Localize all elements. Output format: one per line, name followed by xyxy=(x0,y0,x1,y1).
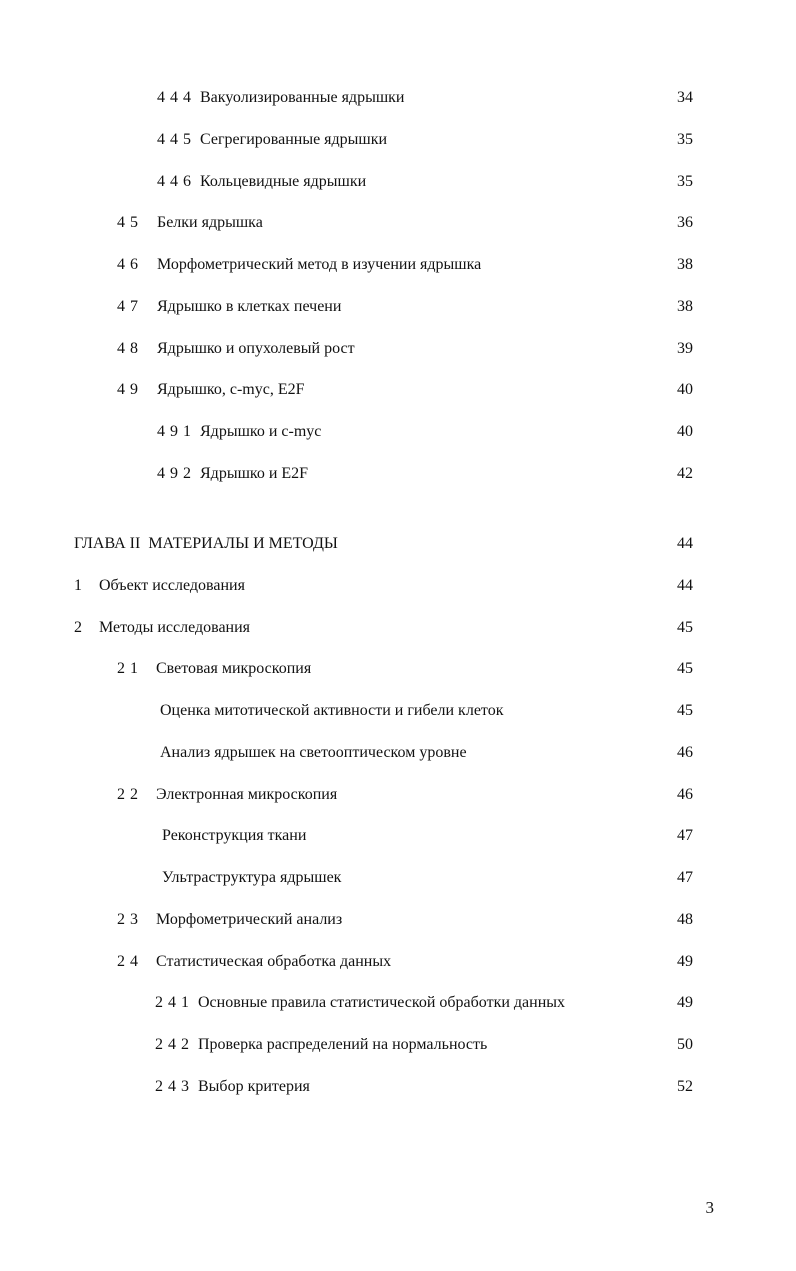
toc-entry-page: 44 xyxy=(677,577,693,594)
toc-entry-nucleoli-analysis xyxy=(0,741,796,765)
toc-entry-title: Основные правила статистической обработки данных xyxy=(198,994,566,1011)
toc-entry-page: 39 xyxy=(677,340,693,357)
toc-entry-number: 4 4 4 xyxy=(157,89,191,106)
toc-entry-2-3 xyxy=(0,908,796,932)
toc-entry-number: 2 4 1 xyxy=(155,994,189,1011)
toc-entry-number: 4 9 2 xyxy=(157,465,191,482)
page-number: 3 xyxy=(705,1198,714,1217)
toc-entry-4-5 xyxy=(0,211,796,235)
toc-entry-title: Морфометрический метод в изучении ядрышка xyxy=(157,256,482,273)
toc-entry-page: 44 xyxy=(677,535,693,552)
toc-entry-number: 2 1 xyxy=(117,660,138,677)
toc-entry-4-4-5 xyxy=(0,128,796,152)
toc-entry-title: Статистическая обработка данных xyxy=(156,953,392,970)
toc-entry-page: 52 xyxy=(677,1078,693,1095)
toc-entry-page: 40 xyxy=(677,381,693,398)
toc-entry-4-8 xyxy=(0,337,796,361)
toc-entry-ultrastructure xyxy=(0,866,796,890)
toc-entry-page: 38 xyxy=(677,298,693,315)
toc-entry-tissue-reconstruction xyxy=(0,824,796,848)
toc-entry-number: 2 2 xyxy=(117,786,138,803)
toc-entry-title: Ядрышко и E2F xyxy=(200,465,309,482)
toc-entry-page: 35 xyxy=(677,173,693,190)
toc-entry-title: Белки ядрышка xyxy=(157,214,263,231)
toc-entry-title: Световая микроскопия xyxy=(156,660,312,677)
toc-entry-number: 2 4 xyxy=(117,953,138,970)
toc-entry-page: 45 xyxy=(677,702,693,719)
toc-entry-title: Ядрышко, с-myc, E2F xyxy=(157,381,305,398)
toc-entry-title: Кольцевидные ядрышки xyxy=(200,173,367,190)
toc-entry-title: Объект исследования xyxy=(99,577,245,594)
toc-entry-4-9 xyxy=(0,378,796,402)
toc-entry-page: 42 xyxy=(677,465,693,482)
toc-entry-number: 4 9 xyxy=(117,381,138,398)
toc-entry-4-9-2 xyxy=(0,462,796,486)
toc-entry-1 xyxy=(0,574,796,598)
toc-entry-page: 47 xyxy=(677,827,693,844)
toc-entry-2-4-1 xyxy=(0,991,796,1015)
toc-entry-page: 46 xyxy=(677,744,693,761)
toc-entry-number: 1 xyxy=(74,577,82,594)
toc-entry-page: 45 xyxy=(677,660,693,677)
toc-entry-4-4-4 xyxy=(0,86,796,110)
toc-entry-number: 4 6 xyxy=(117,256,138,273)
toc-entry-page: 35 xyxy=(677,131,693,148)
toc-entry-number: 4 9 1 xyxy=(157,423,191,440)
toc-entry-2-1 xyxy=(0,657,796,681)
toc-entry-number: 4 5 xyxy=(117,214,138,231)
toc-entry-4-4-6 xyxy=(0,170,796,194)
toc-entry-4-6 xyxy=(0,253,796,277)
toc-entry-page: 38 xyxy=(677,256,693,273)
toc-entry-title: Электронная микроскопия xyxy=(156,786,338,803)
toc-entry-page: 40 xyxy=(677,423,693,440)
toc-entry-title: Ультраструктура ядрышек xyxy=(162,869,342,886)
toc-entry-title: Ядрышко в клетках печени xyxy=(157,298,342,315)
toc-entry-number: 4 4 6 xyxy=(157,173,191,190)
toc-entry-2 xyxy=(0,616,796,640)
toc-entry-page: 49 xyxy=(677,953,693,970)
toc-entry-2-4 xyxy=(0,950,796,974)
toc-entry-title: Методы исследования xyxy=(99,619,251,636)
toc-entry-number: 2 3 xyxy=(117,911,138,928)
toc-entry-number: 2 4 2 xyxy=(155,1036,189,1053)
toc-entry-mitotic-activity xyxy=(0,699,796,723)
toc-entry-title: Оценка митотической активности и гибели клеток xyxy=(160,702,504,719)
toc-entry-page: 34 xyxy=(677,89,693,106)
toc-entry-2-4-2 xyxy=(0,1033,796,1057)
toc-entry-page: 49 xyxy=(677,994,693,1011)
toc-entry-title: Ядрышко и с-myc xyxy=(200,423,322,440)
toc-entry-page: 50 xyxy=(677,1036,693,1053)
toc-entry-4-9-1 xyxy=(0,420,796,444)
toc-entry-title: Морфометрический анализ xyxy=(156,911,343,928)
toc-entry-title: Сегрегированные ядрышки xyxy=(200,131,388,148)
toc-chapter-heading xyxy=(0,532,796,556)
toc-entry-page: 47 xyxy=(677,869,693,886)
toc-entry-page: 45 xyxy=(677,619,693,636)
toc-entry-number: 4 4 5 xyxy=(157,131,191,148)
toc-entry-2-2 xyxy=(0,783,796,807)
toc-entry-title: Ядрышко и опухолевый рост xyxy=(157,340,355,357)
toc-entry-2-4-3 xyxy=(0,1075,796,1099)
toc-entry-number: 2 4 3 xyxy=(155,1078,189,1095)
toc-entry-title: ГЛАВА II МАТЕРИАЛЫ И МЕТОДЫ xyxy=(74,535,338,552)
toc-entry-page: 46 xyxy=(677,786,693,803)
toc-entry-4-7 xyxy=(0,295,796,319)
toc-entry-number: 2 xyxy=(74,619,82,636)
toc-entry-title: Проверка распределений на нормальность xyxy=(198,1036,488,1053)
toc-entry-title: Анализ ядрышек на светооптическом уровне xyxy=(160,744,467,761)
toc-entry-number: 4 7 xyxy=(117,298,138,315)
toc-entry-title: Вакуолизированные ядрышки xyxy=(200,89,405,106)
toc-entry-title: Реконструкция ткани xyxy=(162,827,307,844)
toc-entry-page: 48 xyxy=(677,911,693,928)
toc-entry-title: Выбор критерия xyxy=(198,1078,310,1095)
toc-entry-page: 36 xyxy=(677,214,693,231)
toc-entry-number: 4 8 xyxy=(117,340,138,357)
